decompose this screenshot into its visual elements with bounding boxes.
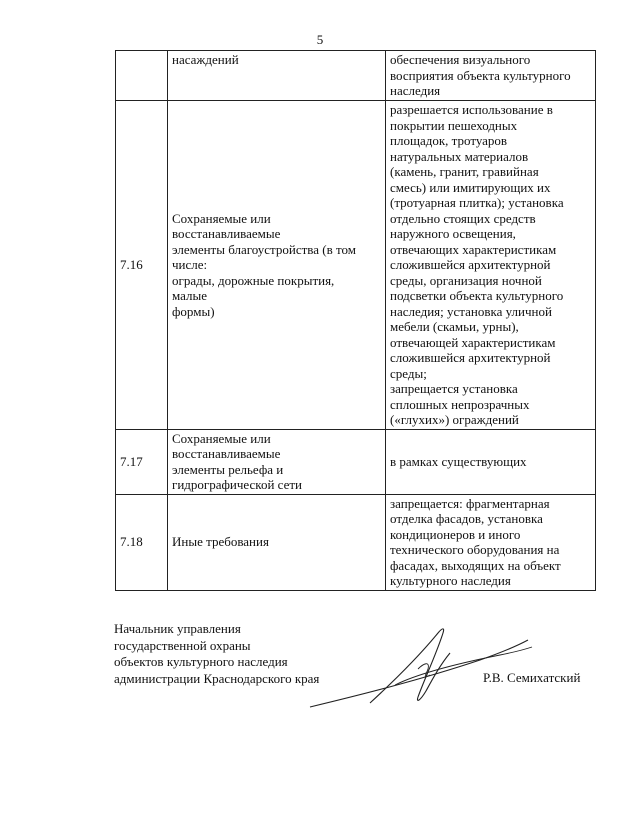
element-cell: насаждений bbox=[168, 51, 386, 101]
element-cell: Сохраняемые или восстанавливаемые элементы рельефа и гидрографической сети bbox=[168, 429, 386, 494]
page-number: 5 bbox=[316, 32, 324, 47]
position-line: Начальник управления bbox=[114, 621, 241, 636]
requirement-cell: разрешается использование в покрытии пешеходных площадок, тротуаров натуральных материалов (камень, гранит, гравийная смесь) или имитирующих их (тротуарная плитка); установка отдельно стоящих средств наружного освещения, отвечающих характеристикам сложившейся архитектурной среды, организация ночной подсветки объекта культурного наследия; установка уличной мебели (скамьи, урны), отвечающей характеристикам сложившейся архитектурной среды; запрещается установка сплошных непрозрачных («глухих») ограждений bbox=[386, 101, 596, 430]
position-line: государственной охраны bbox=[114, 637, 251, 653]
element-cell: Иные требования bbox=[168, 494, 386, 590]
row-number bbox=[116, 51, 168, 101]
table-row bbox=[116, 429, 596, 494]
element-cell: Сохраняемые или восстанавливаемые элементы благоустройства (в том числе: ограды, дорожные покрытия, малые формы) bbox=[168, 101, 386, 430]
row-number: 7.17 bbox=[116, 429, 168, 494]
requirement-cell: обеспечения визуального восприятия объекта культурного наследия bbox=[386, 51, 596, 101]
row-number: 7.16 bbox=[116, 101, 168, 430]
position-line: объектов культурного наследия bbox=[114, 654, 288, 669]
position-line: администрации Краснодарского края bbox=[114, 670, 320, 686]
table-row bbox=[116, 51, 596, 101]
signatory-name: Р.В. Семихатский bbox=[483, 670, 581, 685]
requirements-table bbox=[115, 50, 596, 591]
signatory-position bbox=[114, 621, 319, 687]
table-row bbox=[116, 494, 596, 590]
requirement-cell: запрещается: фрагментарная отделка фасадов, установка кондиционеров и иного технического оборудования на фасадах, выходящих на объект культурного наследия bbox=[386, 494, 596, 590]
table-row bbox=[116, 101, 596, 430]
requirement-cell: в рамках существующих bbox=[386, 429, 596, 494]
row-number: 7.18 bbox=[116, 494, 168, 590]
